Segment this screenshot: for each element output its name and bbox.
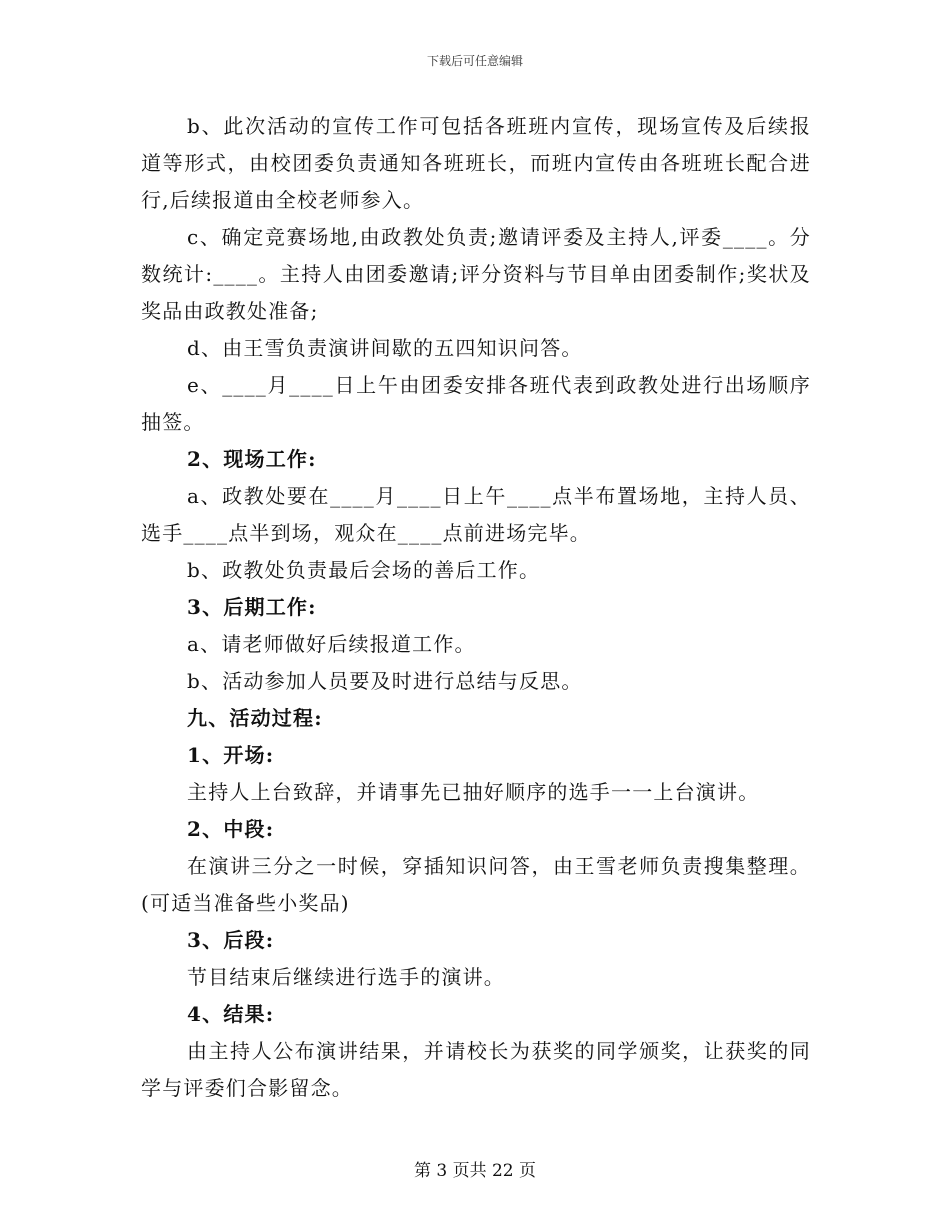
process-heading-result: 4、结果: [187,1002,275,1026]
process-heading-opening: 1、开场: [187,743,275,767]
document-body [141,108,811,1107]
onsite-item-b: b、政教处负责最后会场的善后工作。 [187,558,541,582]
section-heading-later: 3、后期工作: [187,595,317,619]
item-e-draw: e、____月____日上午由团委安排各班代表到政教处进行出场顺序抽签。 [141,373,811,434]
process-result-text: 由主持人公布演讲结果，并请校长为获奖的同学颁奖，让获奖的同学与评委们合影留念。 [141,1039,811,1100]
item-b-publicity: b、此次活动的宣传工作可包括各班班内宣传，现场宣传及后续报道等形式，由校团委负责通知各班班长，而班内宣传由各班班长配合进行,后续报道由全校老师参入。 [141,114,811,212]
process-late-text: 节目结束后继续进行选手的演讲。 [187,965,505,989]
item-d-quiz: d、由王雪负责演讲间歇的五四知识问答。 [187,336,583,360]
item-c-venue: c、确定竞赛场地,由政教处负责;邀请评委及主持人,评委____。分数统计:____。主持人由团委邀请;评分资料与节目单由团委制作;奖状及奖品由政教处准备; [141,225,811,323]
chapter-heading-process: 九、活动过程: [187,706,323,730]
section-heading-onsite: 2、现场工作: [187,447,317,471]
later-item-a: a、请老师做好后续报道工作。 [187,632,476,656]
process-opening-text: 主持人上台致辞，并请事先已抽好顺序的选手一一上台演讲。 [187,780,760,804]
later-item-b: b、活动参加人员要及时进行总结与反思。 [187,669,583,693]
process-middle-text: 在演讲三分之一时候，穿插知识问答，由王雪老师负责搜集整理。(可适当准备些小奖品) [141,854,811,915]
process-heading-late: 3、后段: [187,928,275,952]
page-header: 下载后可任意编辑 [426,54,523,68]
onsite-item-a: a、政教处要在____月____日上午____点半布置场地，主持人员、选手____点半到场，观众在____点前进场完毕。 [141,484,811,545]
page-footer: 第 3 页共 22 页 [413,1161,537,1181]
process-heading-middle: 2、中段: [187,817,275,841]
